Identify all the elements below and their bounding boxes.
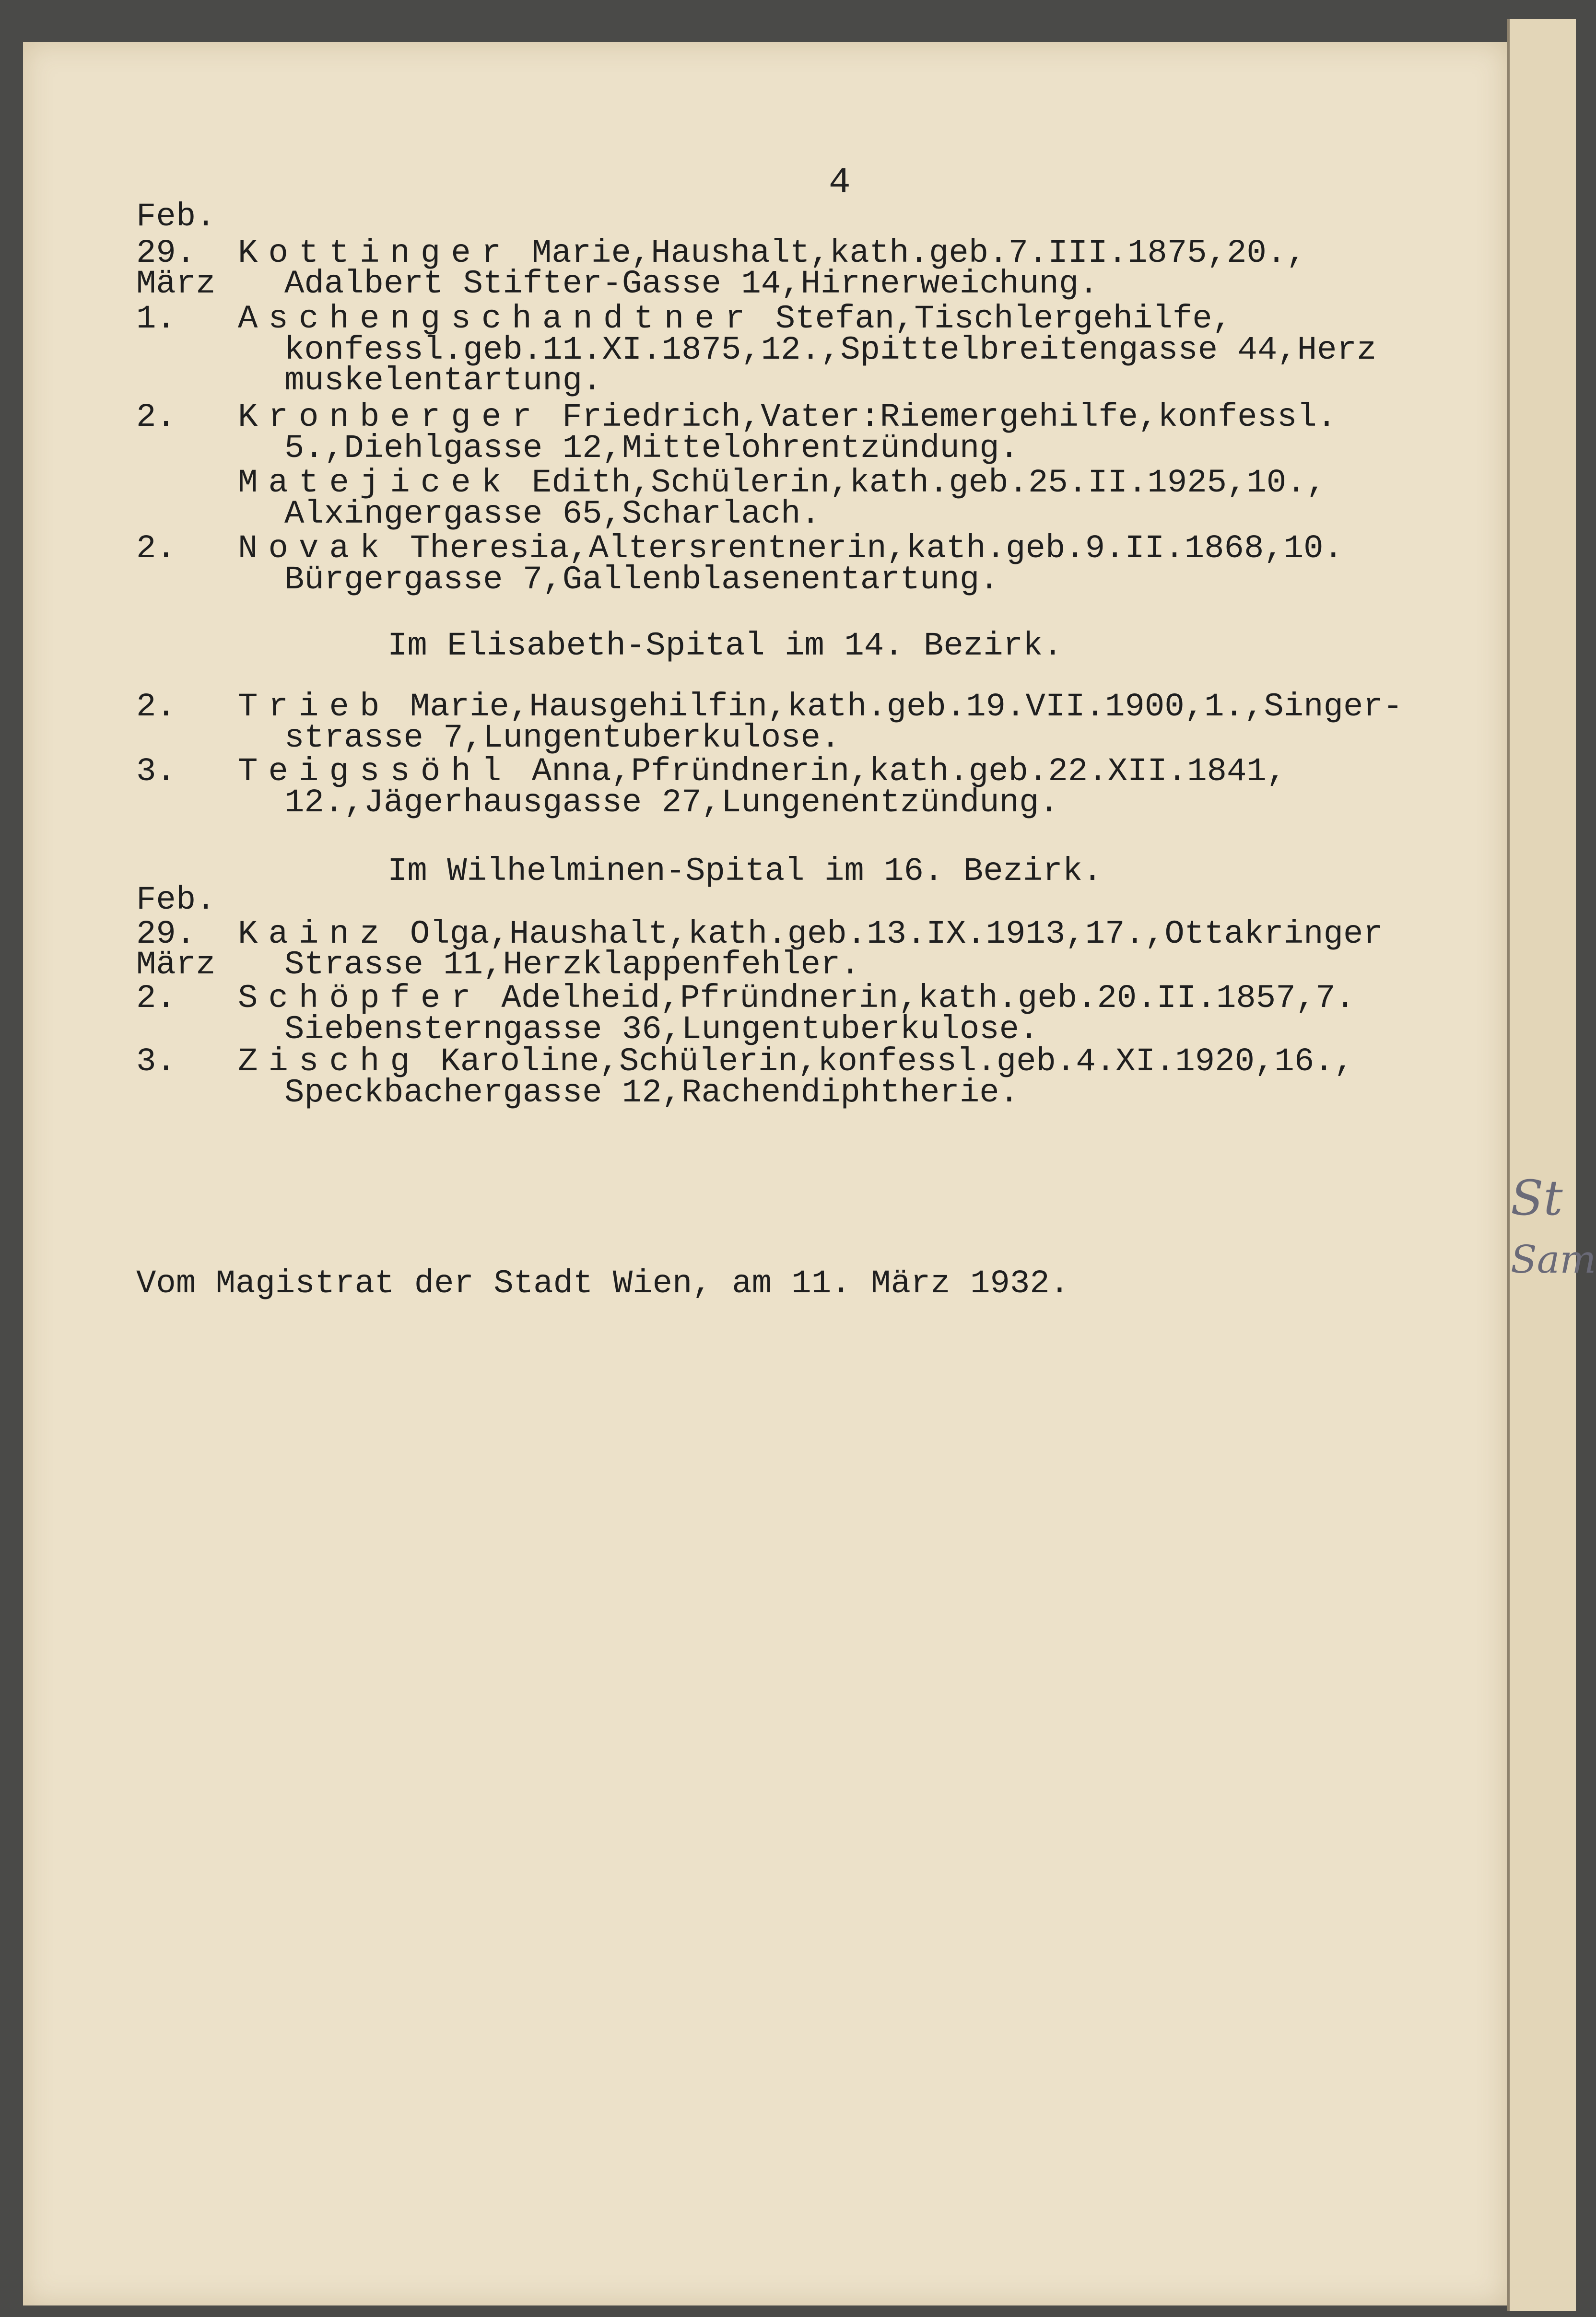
entry-details: Friedrich,Vater:Riemergehilfe,konfessl. — [562, 398, 1337, 436]
entry-line — [238, 982, 1355, 1015]
entry-surname: Kottinger — [238, 234, 512, 272]
month-label: März — [136, 946, 216, 983]
entry-details: Alxingergasse 65,Scharlach. — [284, 495, 821, 533]
entry-details: Edith,Schülerin,kath.geb.25.II.1925,10., — [531, 464, 1326, 502]
entry-day: 2. — [136, 688, 176, 726]
adjacent-page-edge — [1507, 19, 1576, 2311]
entry-line — [238, 532, 1343, 565]
entry-line — [238, 1045, 1354, 1078]
entry-details: Marie,Hausgehilfin,kath.geb.19.VII.1900,1.,Singer- — [410, 688, 1403, 726]
adjacent-page-handwriting: St — [1511, 1170, 1563, 1226]
page-number: 4 — [829, 162, 851, 203]
entry-day: 2. — [136, 530, 176, 567]
entry-surname: Teigssöhl — [238, 753, 512, 790]
entry-details: muskelentartung. — [284, 362, 602, 399]
entry-details: Karoline,Schülerin,konfessl.geb.4.XI.1920,16., — [440, 1043, 1354, 1080]
entry-line — [238, 398, 1337, 436]
entry-details: Anna,Pfründnerin,kath.geb.22.XII.1841, — [531, 753, 1287, 790]
entry-details: 12.,Jägerhausgasse 27,Lungenentzündung. — [284, 784, 1059, 821]
section-heading: Im Elisabeth-Spital im 14. Bezirk. — [387, 627, 1063, 665]
adjacent-page-handwriting: Sam — [1511, 1237, 1596, 1282]
month-label: März — [136, 265, 216, 303]
entry-line — [238, 755, 1286, 788]
entry-surname: Kronberger — [238, 398, 542, 436]
entry-details: Marie,Haushalt,kath.geb.7.III.1875,20., — [531, 234, 1306, 272]
entry-surname: Zischg — [238, 1043, 421, 1080]
entry-line — [238, 464, 1326, 502]
entry-day: 29. — [136, 915, 196, 953]
entry-details: Theresia,Altersrentnerin,kath.geb.9.II.1868,10. — [410, 530, 1343, 567]
entry-details: Olga,Haushalt,kath.geb.13.IX.1913,17.,Ottakringer — [410, 915, 1383, 953]
entry-surname: Matejicek — [238, 464, 512, 502]
entry-day: 2. — [136, 398, 176, 436]
entry-details: konfessl.geb.11.XI.1875,12.,Spittelbreitengasse 44,Herz — [284, 331, 1377, 369]
entry-day: 2. — [136, 980, 176, 1017]
entry-details: Adalbert Stifter-Gasse 14,Hirnerweichung. — [284, 265, 1099, 303]
entry-details: Adelheid,Pfründnerin,kath.geb.20.II.1857,7. — [501, 980, 1355, 1017]
entry-surname: Novak — [238, 530, 390, 567]
entry-day: 3. — [136, 1043, 176, 1080]
month-label: Feb. — [136, 881, 216, 919]
entry-details: Speckbachergasse 12,Rachendiphtherie. — [284, 1074, 1020, 1112]
entry-line — [238, 690, 1403, 724]
entry-surname: Aschengschandtner — [238, 300, 756, 338]
section-heading: Im Wilhelminen-Spital im 16. Bezirk. — [387, 853, 1103, 890]
entry-details: Siebensterngasse 36,Lungentuberkulose. — [284, 1011, 1039, 1048]
entry-day: 1. — [136, 300, 176, 338]
document-page — [23, 42, 1507, 2305]
entry-details: 5.,Diehlgasse 12,Mittelohrentzündung. — [284, 430, 1020, 467]
entry-details: Strasse 11,Herzklappenfehler. — [284, 946, 860, 983]
entry-line — [238, 300, 1232, 338]
entry-day: 3. — [136, 753, 176, 790]
entry-surname: Trieb — [238, 688, 390, 726]
entry-details: Stefan,Tischlergehilfe, — [775, 300, 1232, 338]
entry-day: 29. — [136, 234, 196, 272]
entry-details: Bürgergasse 7,Gallenblasenentartung. — [284, 561, 999, 598]
entry-details: strasse 7,Lungentuberkulose. — [284, 719, 841, 757]
month-label: Feb. — [136, 198, 216, 235]
entry-surname: Schöpfer — [238, 980, 481, 1017]
entry-surname: Kainz — [238, 915, 390, 953]
closing-line: Vom Magistrat der Stadt Wien, am 11. März 1932. — [136, 1265, 1070, 1302]
